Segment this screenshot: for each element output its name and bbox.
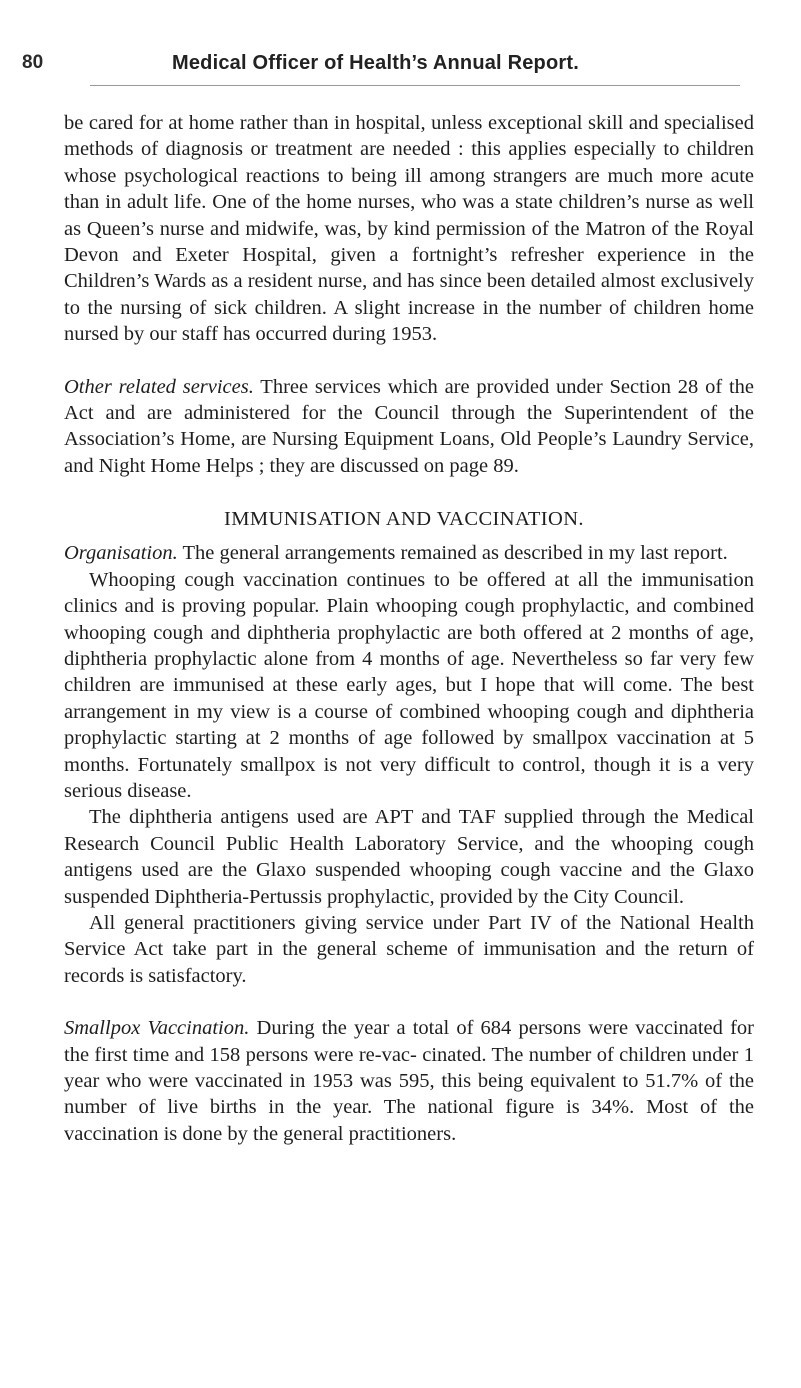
header-rule xyxy=(90,85,740,86)
paragraph-whooping-cough: Whooping cough vaccination continues to be offered at all the immunisation clinics and is proving popular. Plain whooping cough prophylactic, and combined whooping cough and diphtheria prophylactic are both offered at 2 months of age, diphtheria prophylactic alone from 4 months of age. Nevertheless so far very few children are immunised at these early ages, but I hope that will come. The best arrangement in my view is a course of combined whooping cough and diphtheria prophylactic starting at 2 months of age followed by smallpox vaccination at 5 months. Fortunately smallpox is not very difficult to control, though it is a very serious disease. xyxy=(64,568,754,802)
running-title: Medical Officer of Health’s Annual Report. xyxy=(172,52,579,74)
paragraph-home-nursing: be cared for at home rather than in hospital, unless exceptional skill and specialised methods of diagnosis or treatment are needed : this applies especially to children whose psychological reactions to being ill among strangers are much more acute than in adult life. One of the home nurses, who was a state children’s nurse as well as Queen’s nurse and midwife, was, by kind permission of the Matron of the Royal Devon and Exeter Hospital, given a fortnight’s refresher experience in the Children’s Wards as a resident nurse, and has since been detailed almost exclusively to the nursing of sick children. A slight increase in the number of children home nursed by our staff has occurred during 1953. xyxy=(64,112,754,346)
other-services-body: Three services which are provided under Section 28 of the Act and are administered for the Council through the Superintendent of the Association’s Home, are Nursing Equipment Loans, Old People’s Laundry Service, and Night Home Helps ; they are discussed on page 89. xyxy=(64,375,754,477)
paragraph-diphtheria-antigens: The diphtheria antigens used are APT and TAF supplied through the Medical Research Council Public Health Laboratory Service, and the whooping cough antigens used are the Glaxo suspended whooping cough vaccine and the Glaxo suspended Diphtheria-Pertussis prophylactic, provided by the City Council. xyxy=(64,806,754,908)
paragraph-organisation xyxy=(64,540,754,566)
organisation-body: The general arrangements remained as described in my last report. xyxy=(177,542,728,565)
other-services-heading: Other related services. xyxy=(64,375,254,398)
body-text xyxy=(64,110,754,1147)
page-header xyxy=(22,52,742,84)
section-heading-immunisation: IMMUNISATION AND VACCINATION. xyxy=(224,508,584,531)
paragraph-other-services xyxy=(64,374,754,480)
organisation-heading: Organisation. xyxy=(64,542,178,565)
smallpox-body: During the year a total of 684 persons were vaccinated for the first time and 158 persons were re-vac- cinated. The number of children under 1 year who were vaccinated in 1953 was 595, this being equivalent to 51.7% of the number of live births in the year. The national figure is 34%. Most of the vaccination is done by the general practitioners. xyxy=(64,1017,754,1145)
paragraph-general-practitioners: All general practitioners giving service under Part IV of the National Health Service Act take part in the general scheme of immunisation and the return of records is satisfactory. xyxy=(64,911,754,987)
smallpox-heading: Smallpox Vaccination. xyxy=(64,1017,250,1040)
page-number: 80 xyxy=(22,52,44,73)
paragraph-smallpox-vaccination xyxy=(64,1015,754,1147)
